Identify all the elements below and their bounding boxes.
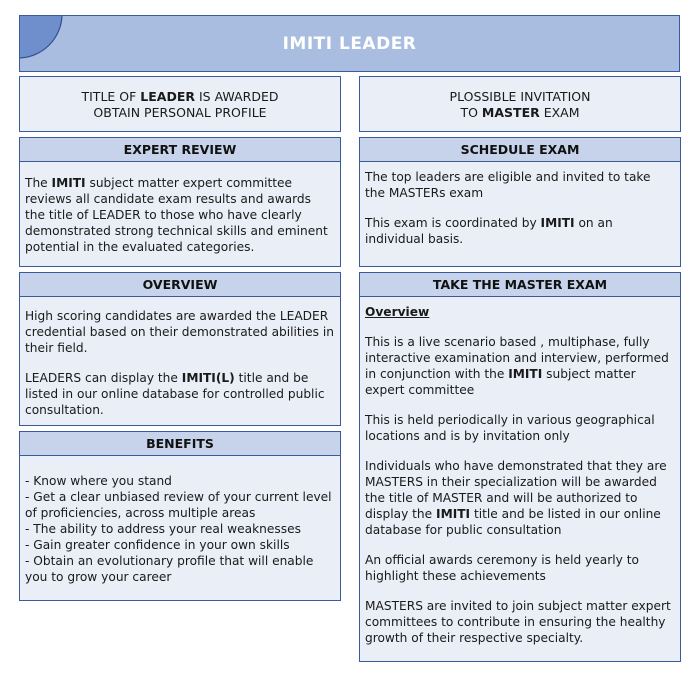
master-title-line2: TO MASTER EXAM: [460, 105, 580, 120]
leader-title-line1: TITLE OF LEADER IS AWARDED: [81, 89, 279, 104]
benefit-item: - Gain greater confidence in your own skills: [25, 538, 290, 552]
schedule-text-2: This exam is coordinated by IMITI on an individual basis.: [365, 216, 613, 246]
take-exam-heading: TAKE THE MASTER EXAM: [359, 272, 681, 297]
overview-text-1: High scoring candidates are awarded the LEADER credential based on their demonstrated abilities in their field.: [25, 309, 334, 355]
schedule-exam-panel: [359, 161, 681, 267]
schedule-exam-heading: SCHEDULE EXAM: [359, 137, 681, 162]
leader-title-box: [19, 76, 341, 132]
schedule-text-1: The top leaders are eligible and invited to take the MASTERs exam: [365, 170, 651, 200]
overview-text-2: LEADERS can display the IMITI(L) title and be listed in our online database for controlled public consultation.: [25, 371, 325, 417]
take-exam-text-4: An official awards ceremony is held yearly to highlight these achievements: [365, 553, 639, 583]
benefit-item: - Know where you stand: [25, 474, 172, 488]
take-exam-text-2: This is held periodically in various geographical locations and is by invitation only: [365, 413, 655, 443]
benefit-item: - Get a clear unbiased review of your current level of proficiencies, across multiple areas: [25, 490, 332, 520]
take-exam-panel: [359, 296, 681, 662]
expert-review-heading: EXPERT REVIEW: [19, 137, 341, 162]
master-title-line1: PLOSSIBLE INVITATION: [449, 89, 591, 104]
expert-review-text: The IMITI subject matter expert committee reviews all candidate exam results and awards the title of LEADER to those who have clearly demonstrated strong technical skills and eminent potential in the evaluated categories.: [25, 176, 328, 254]
benefit-item: - The ability to address your real weaknesses: [25, 522, 301, 536]
take-exam-text-5: MASTERS are invited to join subject matter expert committees to contribute in ensuring the healthy growth of their respective specialty.: [365, 599, 671, 645]
overview-heading: OVERVIEW: [19, 272, 341, 297]
take-exam-subheading: Overview: [365, 305, 430, 319]
leader-title-line2: OBTAIN PERSONAL PROFILE: [93, 105, 267, 120]
overview-panel: [19, 296, 341, 426]
banner-title: IMITI LEADER: [282, 33, 417, 54]
take-exam-text-1: This is a live scenario based , multiphase, fully interactive examination and interview, performed in conjunction with the IMITI subject matter expert committee: [365, 335, 669, 397]
master-title-box: [359, 76, 681, 132]
banner: [19, 15, 680, 72]
benefits-panel: [19, 455, 341, 601]
benefit-item: - Obtain an evolutionary profile that will enable you to grow your career: [25, 554, 314, 584]
expert-review-panel: [19, 161, 341, 267]
benefits-heading: BENEFITS: [19, 431, 341, 456]
take-exam-text-3: Individuals who have demonstrated that they are MASTERS in their specialization will be awarded the title of MASTER and will be authorized to display the IMITI title and be listed in our online database for public consultation: [365, 459, 667, 537]
